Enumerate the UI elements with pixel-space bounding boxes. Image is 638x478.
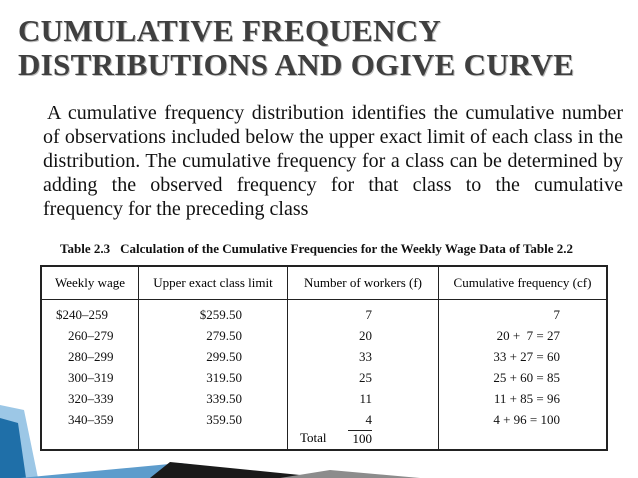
cell-upper-limit: 339.50: [206, 391, 242, 406]
title-line-1: CUMULATIVE FREQUENCY: [18, 13, 442, 48]
total-value: 100: [348, 430, 372, 447]
table-header-row: [42, 267, 606, 300]
total-label: Total: [300, 430, 327, 445]
cell-workers: 25: [359, 370, 372, 385]
table-caption-text: Calculation of the Cumulative Frequencies for the Weekly Wage Data of Table 2.2: [120, 241, 574, 256]
cumulative-frequency-table: [40, 265, 608, 451]
table-row: [42, 389, 606, 409]
cell-cumulative: 25 + 60 = 85: [493, 370, 560, 385]
header-upper-limit: Upper exact class limit: [153, 275, 273, 290]
slide-title: [18, 14, 618, 82]
cell-upper-limit: 319.50: [206, 370, 242, 385]
table-row: [42, 410, 606, 430]
table-row: [42, 347, 606, 367]
cell-weekly-wage: 300–319: [68, 370, 114, 385]
cell-workers: 4: [365, 412, 372, 427]
cell-weekly-wage: 280–299: [68, 349, 114, 364]
cell-workers: 7: [365, 307, 372, 322]
header-weekly-wage: Weekly wage: [54, 275, 126, 290]
cell-weekly-wage: 320–339: [68, 391, 114, 406]
cell-upper-limit: 299.50: [206, 349, 242, 364]
table-row: [42, 368, 606, 388]
intro-paragraph: A cumulative frequency distribution identifies the cumulative number of observations included below the upper exact limit of each class in the distribution. The cumulative frequency for a class can be determined by adding the observed frequency for that class to the cumulative frequency for the preceding class: [43, 102, 623, 220]
cell-weekly-wage: 260–279: [68, 328, 114, 343]
cell-weekly-wage: 340–359: [68, 412, 114, 427]
cell-cumulative: 33 + 27 = 60: [493, 349, 560, 364]
cell-workers: 33: [359, 349, 372, 364]
table-label: Table 2.3: [60, 241, 111, 256]
corner-accent-light: [0, 405, 38, 478]
corner-accent-blue: [0, 418, 26, 478]
swoosh-gray: [280, 470, 420, 478]
swoosh-blue: [20, 463, 300, 478]
cell-cumulative: 20 + 7 = 27: [496, 328, 560, 343]
cell-cumulative: 11 + 85 = 96: [493, 391, 560, 406]
header-number-of-workers: Number of workers (f): [303, 275, 423, 290]
table-row: [42, 305, 606, 325]
cell-cumulative: 4 + 96 = 100: [493, 412, 560, 427]
title-line-2: DISTRIBUTIONS AND OGIVE CURVE: [18, 47, 575, 82]
cell-cumulative: 7: [553, 307, 560, 322]
swoosh-dark: [150, 462, 330, 478]
cell-weekly-wage: $240–259: [56, 307, 108, 322]
table-row: [42, 326, 606, 346]
cell-workers: 11: [359, 391, 372, 406]
cell-upper-limit: $259.50: [199, 307, 242, 322]
header-cumulative-frequency: Cumulative frequency (cf): [453, 275, 592, 290]
cell-workers: 20: [359, 328, 372, 343]
table-caption: [60, 241, 620, 257]
cell-upper-limit: 359.50: [206, 412, 242, 427]
cell-upper-limit: 279.50: [206, 328, 242, 343]
